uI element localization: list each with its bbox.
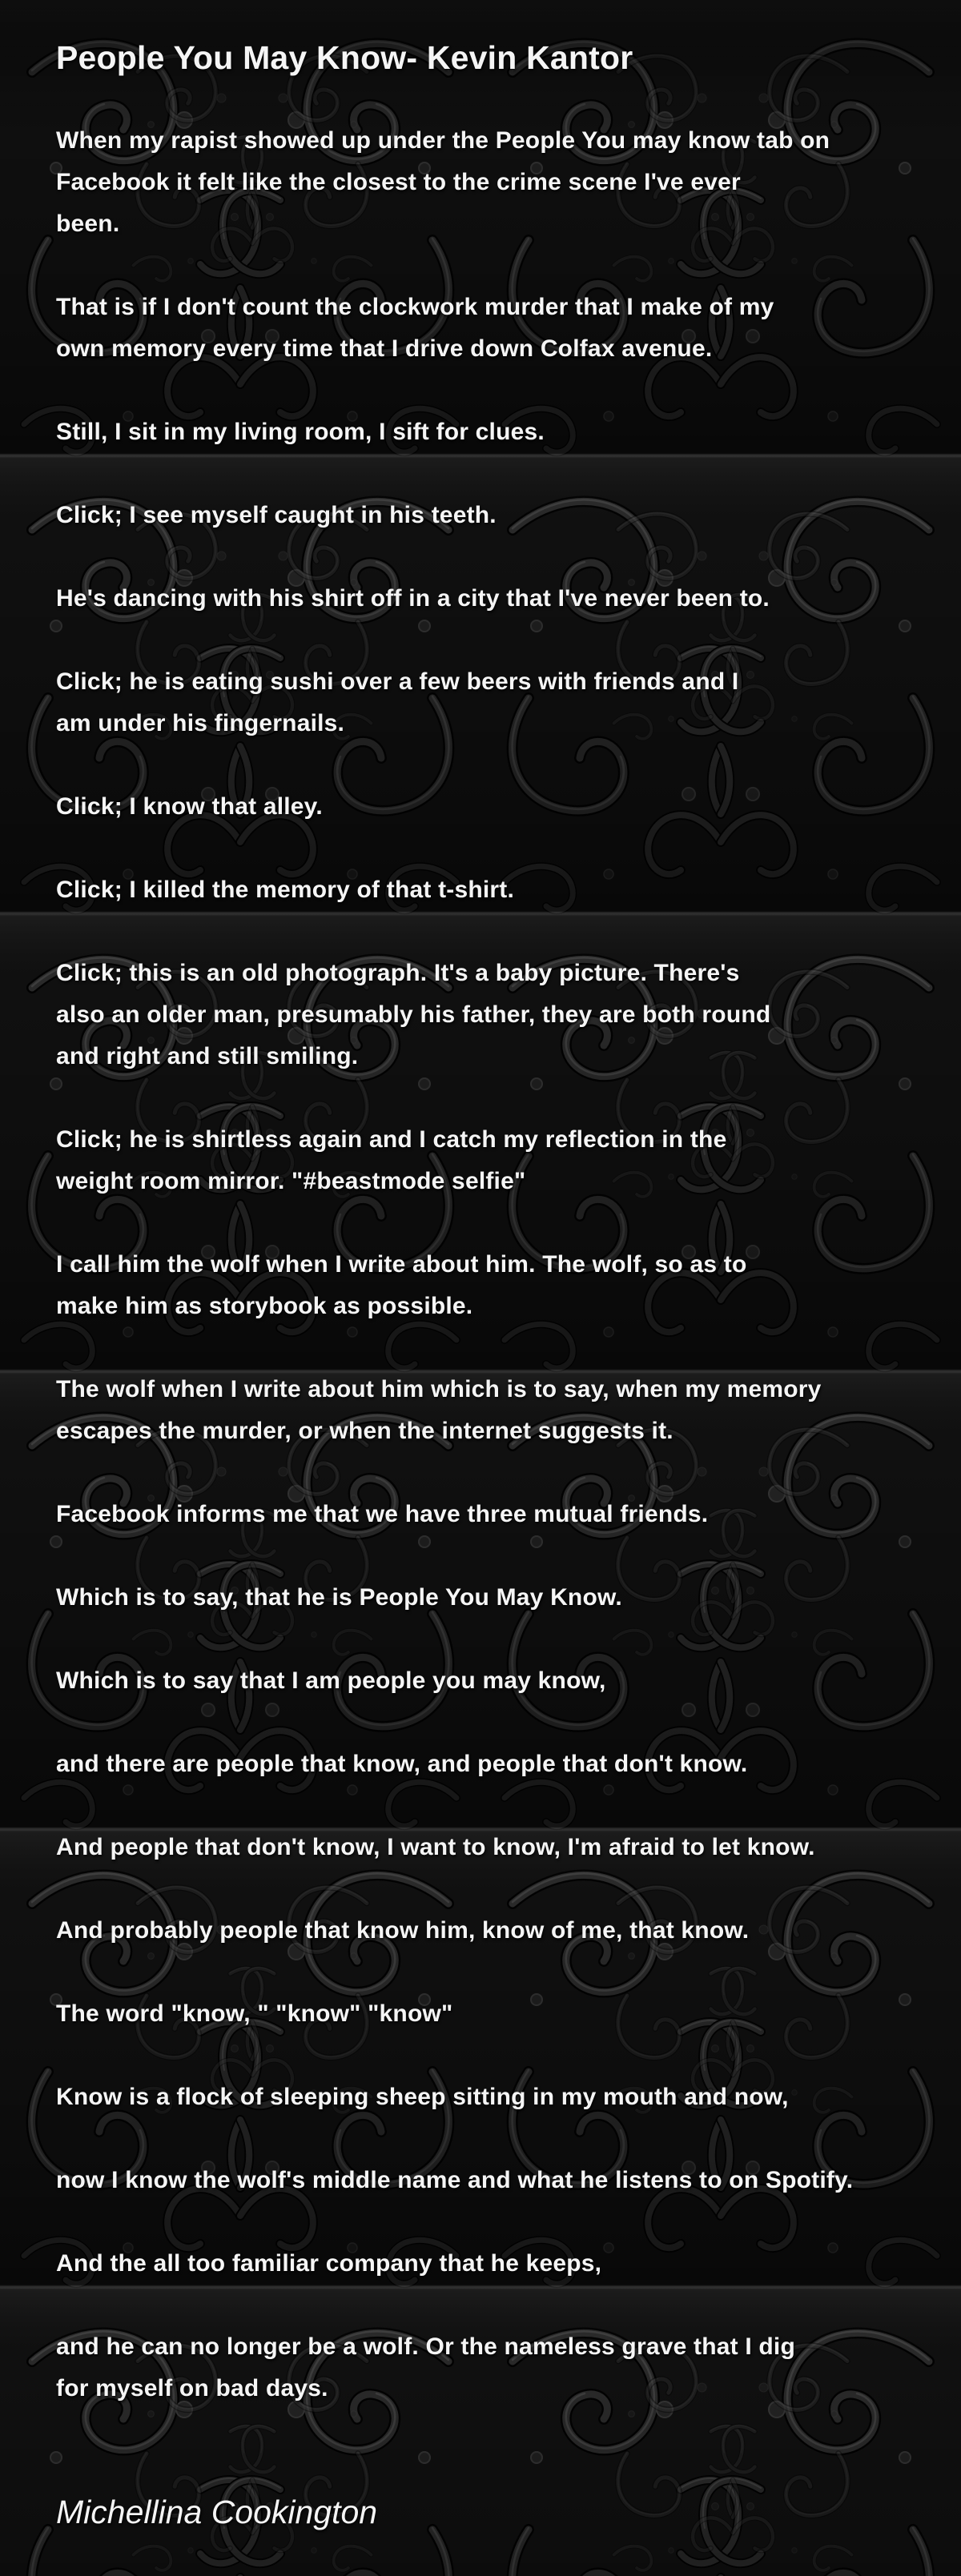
poem-line: Click; I killed the memory of that t-shirt. <box>56 877 515 903</box>
poem-stanza <box>56 1827 929 1868</box>
poem-line: been. <box>56 211 120 237</box>
poem-line: That is if I don't count the clockwork murder that I make of my <box>56 294 774 320</box>
poem-line: Facebook it felt like the closest to the crime scene I've ever <box>56 169 741 195</box>
poem-line: also an older man, presumably his father, they are both round <box>56 1001 771 1028</box>
poem-stanza <box>56 1119 929 1202</box>
poem-stanza <box>56 1244 929 1327</box>
poem-line: escapes the murder, or when the internet suggests it. <box>56 1418 674 1444</box>
poem-line: And people that don't know, I want to know, I'm afraid to let know. <box>56 1834 815 1860</box>
poem-stanza <box>56 578 929 620</box>
poem-stanza <box>56 287 929 370</box>
poem-line: Which is to say that I am people you may know, <box>56 1667 606 1694</box>
poem-stanza <box>56 661 929 744</box>
poem-stanza <box>56 953 929 1077</box>
poem-title: People You May Know- Kevin Kantor <box>56 39 633 76</box>
poem-stanza <box>56 1577 929 1619</box>
poem-line: When my rapist showed up under the People You may know tab on <box>56 127 830 154</box>
poem-stanza <box>56 2243 929 2285</box>
poem-line: And probably people that know him, know of me, that know. <box>56 1917 750 1944</box>
poem-line: and there are people that know, and people that don't know. <box>56 1751 748 1777</box>
poem-line: Facebook informs me that we have three mutual friends. <box>56 1501 709 1527</box>
poem-line: Which is to say, that he is People You May Know. <box>56 1584 622 1611</box>
poem-line: Know is a flock of sleeping sheep sitting in my mouth and now, <box>56 2084 789 2110</box>
poem-stanza <box>56 120 929 245</box>
poem-line: Click; he is eating sushi over a few beers with friends and I <box>56 668 739 695</box>
poem-stanza <box>56 1494 929 1535</box>
poem-line: The wolf when I write about him which is to say, when my memory <box>56 1376 822 1402</box>
poem-stanza <box>56 495 929 536</box>
poem-stanza <box>56 1993 929 2035</box>
poem-line: am under his fingernails. <box>56 710 345 736</box>
poem-stanza <box>56 2076 929 2118</box>
poem-line: Still, I sit in my living room, I sift for clues. <box>56 419 545 445</box>
poem-stanza <box>56 2326 929 2409</box>
poem-stanza <box>56 2160 929 2201</box>
poem-line: and he can no longer be a wolf. Or the nameless grave that I dig <box>56 2333 795 2360</box>
poem-line: And the all too familiar company that he keeps, <box>56 2250 602 2277</box>
poem-line: Click; I know that alley. <box>56 793 323 820</box>
poem-line: I call him the wolf when I write about him. The wolf, so as to <box>56 1251 747 1278</box>
poem-stanza <box>56 1910 929 1952</box>
poem-line: Click; I see myself caught in his teeth. <box>56 502 497 528</box>
poem-line: now I know the wolf's middle name and what he listens to on Spotify. <box>56 2167 854 2193</box>
poem-stanza <box>56 786 929 828</box>
poem-line: Click; he is shirtless again and I catch my reflection in the <box>56 1126 727 1153</box>
poem-stanza <box>56 1660 929 1702</box>
poem-line: own memory every time that I drive down Colfax avenue. <box>56 335 713 362</box>
poem-line: for myself on bad days. <box>56 2375 328 2401</box>
poem-line: weight room mirror. "#beastmode selfie" <box>56 1168 526 1194</box>
poem-line: Click; this is an old photograph. It's a baby picture. There's <box>56 960 740 986</box>
poem-stanza <box>56 411 929 453</box>
poem-line: He's dancing with his shirt off in a city that I've never been to. <box>56 585 770 612</box>
poem-author-signature: Michellina Cookington <box>56 2494 378 2530</box>
poem-stanza <box>56 1369 929 1452</box>
poem-stanza <box>56 869 929 911</box>
poem-stanzas <box>56 120 929 2409</box>
poem-stanza <box>56 1743 929 1785</box>
poem-line: make him as storybook as possible. <box>56 1293 473 1319</box>
poem-line: and right and still smiling. <box>56 1043 359 1069</box>
poem-line: The word "know, " "know" "know" <box>56 2000 453 2027</box>
